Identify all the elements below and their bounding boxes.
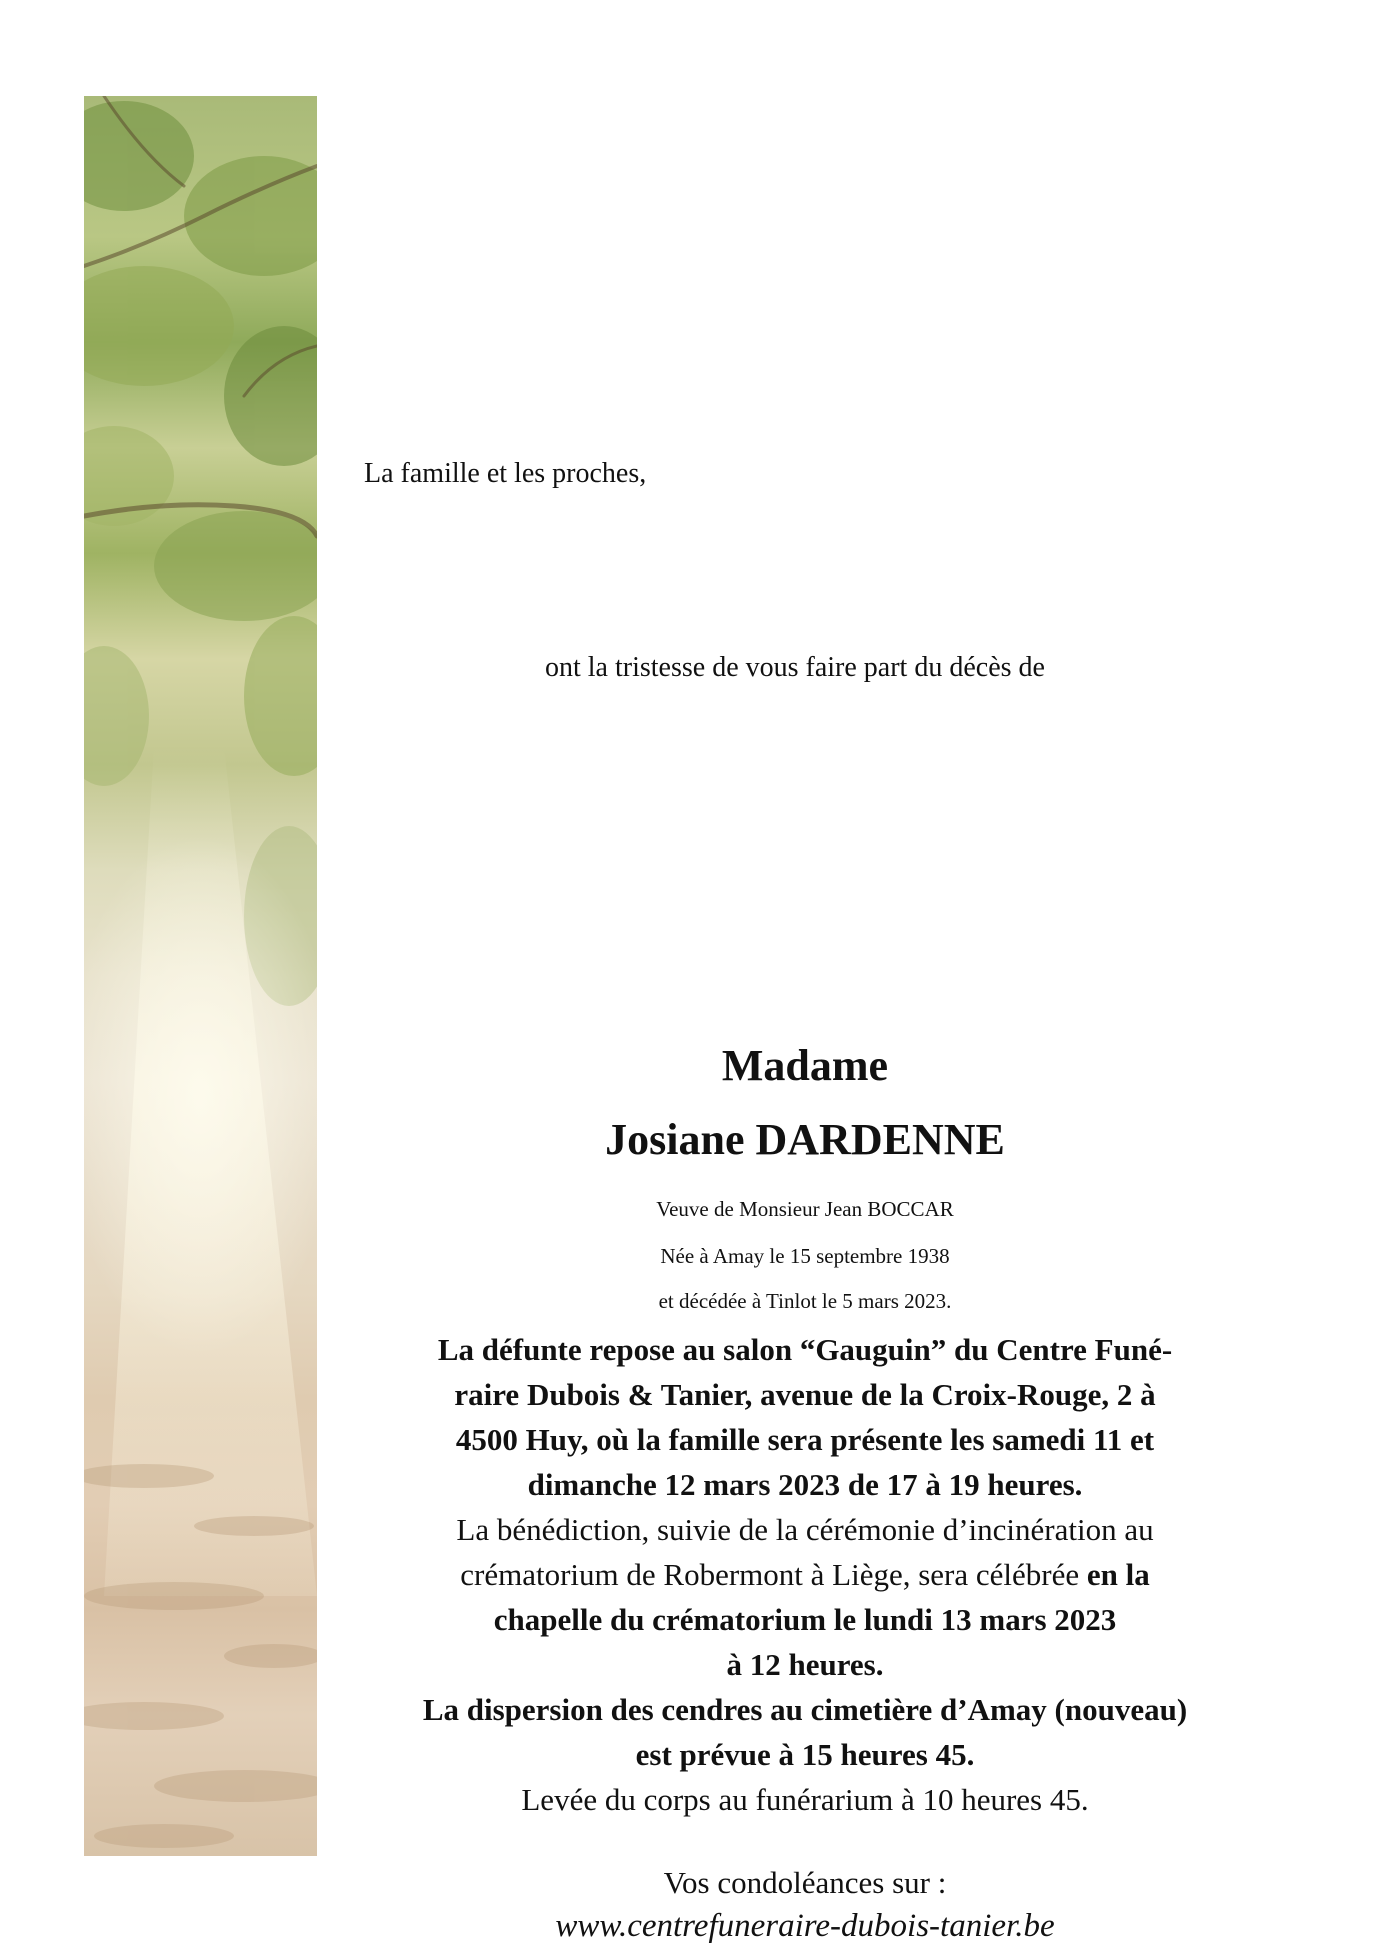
dispersion-line-1: La dispersion des cendres au cimetière d’Amay (nouveau) — [422, 1692, 1188, 1727]
ceremony-details — [345, 1327, 1265, 1822]
body-removal-line: Levée du corps au funérarium à 10 heures 45. — [521, 1782, 1089, 1817]
ceremony-line-2-bold: en la — [1086, 1557, 1150, 1592]
widow-of-line: Veuve de Monsieur Jean BOCCAR — [656, 1197, 954, 1221]
dispersion-line-2: est prévue à 15 heures 45. — [635, 1737, 975, 1772]
announcement-text: ont la tristesse de vous faire part du décès de — [545, 652, 1045, 683]
ceremony-line-1: La bénédiction, suivie de la cérémonie d’incinération au — [456, 1512, 1154, 1547]
deceased-title: Madame — [721, 1041, 889, 1090]
forest-path-photo — [84, 96, 317, 1856]
condolences-label: Vos condoléances sur : — [663, 1865, 947, 1900]
visitation-line-1: La défunte repose au salon “Gauguin” du Centre Funé- — [437, 1332, 1173, 1367]
deceased-name: Josiane DARDENNE — [605, 1115, 1005, 1164]
ceremony-line-2-normal: crématorium de Robermont à Liège, sera célébrée — [460, 1557, 1087, 1592]
ceremony-line-2 — [345, 1552, 1265, 1597]
visitation-line-3: 4500 Huy, où la famille sera présente les samedi 11 et — [455, 1422, 1155, 1457]
ceremony-line-3: chapelle du crématorium le lundi 13 mars 2023 — [493, 1602, 1117, 1637]
ceremony-line-4: à 12 heures. — [726, 1647, 884, 1682]
death-line: et décédée à Tinlot le 5 mars 2023. — [658, 1289, 952, 1313]
website-link[interactable]: www.centrefuneraire-dubois-tanier.be — [555, 1908, 1055, 1944]
forest-path-illustration — [84, 96, 317, 1856]
visitation-line-2: raire Dubois & Tanier, avenue de la Croix-Rouge, 2 à — [454, 1377, 1156, 1412]
visitation-line-4: dimanche 12 mars 2023 de 17 à 19 heures. — [527, 1467, 1083, 1502]
intro-text: La famille et les proches, — [364, 458, 647, 489]
birth-line: Née à Amay le 15 septembre 1938 — [660, 1244, 950, 1268]
